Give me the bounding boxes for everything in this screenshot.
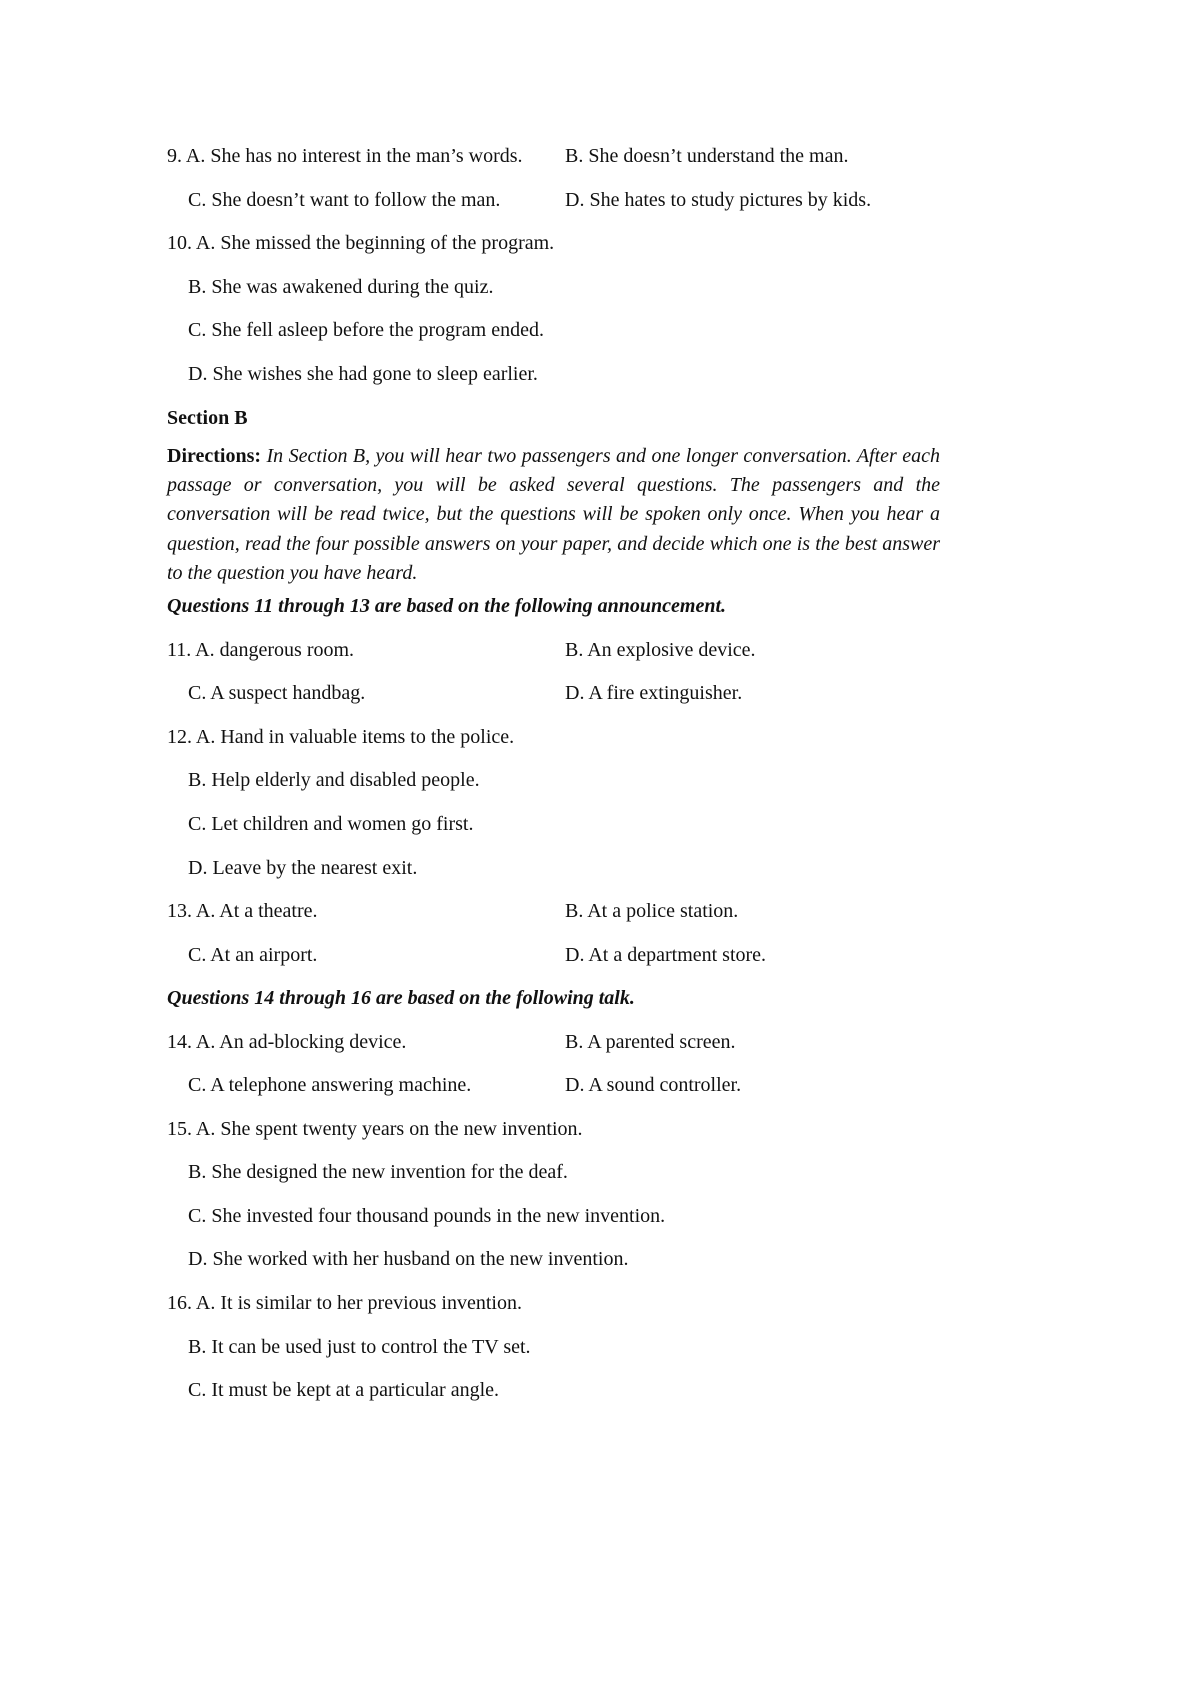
question-number: 10. — [167, 232, 192, 254]
question-14-option-b: B. A parented screen. — [565, 1031, 736, 1053]
question-13-option-b: B. At a police station. — [565, 900, 739, 922]
group-heading-11-13: Questions 11 through 13 are based on the following announcement. — [167, 595, 727, 617]
question-10-option-a — [167, 231, 554, 255]
question-number: 11. — [167, 639, 192, 661]
question-15-option-a — [167, 1117, 583, 1141]
question-13-option-c: C. At an airport. — [188, 944, 318, 966]
question-11-option-a — [167, 638, 354, 662]
question-12-option-a — [167, 725, 514, 749]
question-9-option-b: B. She doesn’t understand the man. — [565, 145, 849, 167]
question-number: 14. — [167, 1031, 192, 1053]
question-16-option-b: B. It can be used just to control the TV set. — [188, 1336, 531, 1358]
option-text: A. She missed the beginning of the program. — [195, 232, 555, 254]
group-heading-14-16: Questions 14 through 16 are based on the following talk. — [167, 987, 635, 1009]
option-text: A. She spent twenty years on the new invention. — [195, 1118, 583, 1140]
question-12-option-b: B. Help elderly and disabled people. — [188, 769, 480, 791]
option-text: A. Hand in valuable items to the police. — [195, 726, 515, 748]
question-15-option-c: C. She invested four thousand pounds in the new invention. — [188, 1205, 666, 1227]
question-14-option-c: C. A telephone answering machine. — [188, 1074, 472, 1096]
question-11-option-b: B. An explosive device. — [565, 639, 756, 661]
option-text: A. It is similar to her previous invention. — [195, 1292, 522, 1314]
question-13-option-a — [167, 899, 318, 923]
question-15-option-b: B. She designed the new invention for the deaf. — [188, 1161, 568, 1183]
question-13-option-d: D. At a department store. — [565, 944, 767, 966]
question-number: 15. — [167, 1118, 192, 1140]
question-16-option-c: C. It must be kept at a particular angle. — [188, 1379, 500, 1401]
option-text: A. dangerous room. — [195, 639, 355, 661]
option-text: A. She has no interest in the man’s words. — [185, 145, 523, 167]
option-text: A. An ad-blocking device. — [195, 1031, 407, 1053]
question-15-option-d: D. She worked with her husband on the new invention. — [188, 1248, 629, 1270]
question-12-option-d: D. Leave by the nearest exit. — [188, 857, 418, 879]
question-11-option-d: D. A fire extinguisher. — [565, 682, 743, 704]
question-number: 9. — [167, 145, 182, 167]
question-14-option-d: D. A sound controller. — [565, 1074, 742, 1096]
question-16-option-a — [167, 1291, 522, 1315]
question-9-option-a — [167, 144, 523, 168]
question-10-option-d: D. She wishes she had gone to sleep earlier. — [188, 363, 538, 385]
directions-text: In Section B, you will hear two passengers and one longer conversation. After each passage or conversation, you will be asked several questions. The passengers and the conversation will be read twice, but the questions will be spoken only once. When you hear a question, read the four possible answers on your paper, and decide which one is the best answer to the question you have heard. — [167, 445, 940, 584]
question-12-option-c: C. Let children and women go first. — [188, 813, 474, 835]
question-11-option-c: C. A suspect handbag. — [188, 682, 366, 704]
question-9-option-c: C. She doesn’t want to follow the man. — [188, 189, 501, 211]
question-10-option-b: B. She was awakened during the quiz. — [188, 276, 494, 298]
question-number: 13. — [167, 900, 192, 922]
option-text: A. At a theatre. — [195, 900, 318, 922]
question-9-option-d: D. She hates to study pictures by kids. — [565, 189, 872, 211]
section-b-title: Section B — [167, 407, 248, 429]
directions-label: Directions: — [167, 445, 262, 467]
question-14-option-a — [167, 1030, 406, 1054]
question-number: 16. — [167, 1292, 192, 1314]
question-number: 12. — [167, 726, 192, 748]
question-10-option-c: C. She fell asleep before the program ended. — [188, 319, 544, 341]
section-b-directions — [167, 442, 940, 588]
